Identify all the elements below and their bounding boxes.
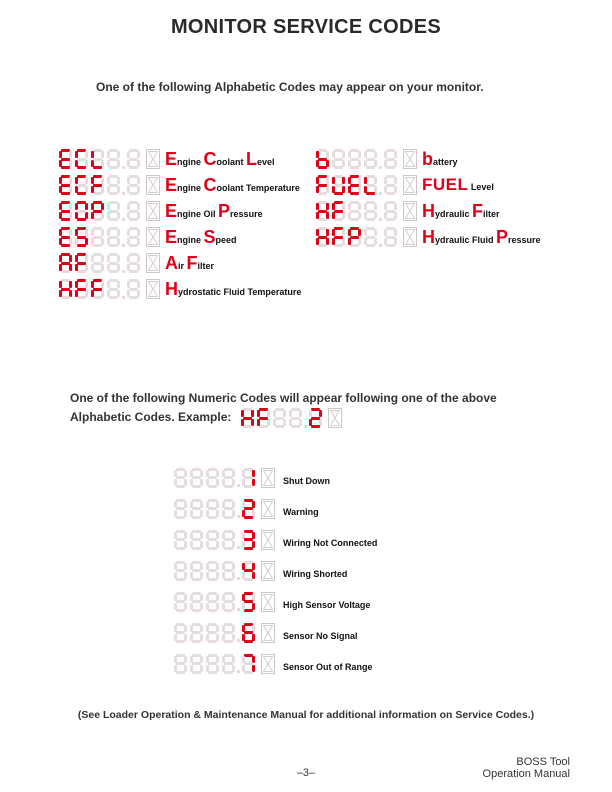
- numeric-code-row: [174, 462, 377, 493]
- blank-digit: [206, 499, 219, 519]
- lit-digit: [348, 175, 361, 195]
- label-part: S: [203, 226, 216, 247]
- alpha-codes-left-column: [59, 146, 301, 302]
- alpha-codes-intro: One of the following Alphabetic Codes may appear on your monitor.: [96, 80, 484, 94]
- numeric-codes-list: [174, 462, 377, 679]
- lit-digit: [75, 227, 88, 247]
- blank-digit: [364, 201, 377, 221]
- lit-digit: [332, 175, 345, 195]
- hourglass-icon: [261, 468, 275, 488]
- label-part: P: [218, 200, 231, 221]
- blank-digit: [206, 654, 219, 674]
- label-part: ir: [178, 260, 187, 271]
- blank-digit: [107, 279, 120, 299]
- blank-digit: [384, 149, 397, 169]
- lit-digit: [59, 227, 72, 247]
- blank-digit: [206, 561, 219, 581]
- label-part: FUEL: [422, 175, 469, 194]
- lit-digit: [242, 623, 255, 643]
- label-part: P: [496, 226, 509, 247]
- numeric-intro-text: One of the following Numeric Codes will appear following one of the above Alphabetic Codes. Example:: [70, 391, 497, 425]
- label-part: A: [165, 252, 178, 273]
- lit-digit: [242, 592, 255, 612]
- numeric-code-row: [174, 524, 377, 555]
- decimal-point: [122, 270, 125, 273]
- decimal-point: [122, 296, 125, 299]
- numeric-codes-intro: [70, 390, 540, 429]
- blank-digit: [190, 654, 203, 674]
- segment-display: [316, 226, 417, 248]
- alpha-code-row: [316, 198, 541, 224]
- alpha-code-label: [422, 228, 541, 247]
- segment-display: [174, 560, 275, 582]
- blank-digit: [384, 175, 397, 195]
- lit-digit: [75, 201, 88, 221]
- label-part: Level: [468, 182, 494, 192]
- segment-display: [174, 653, 275, 675]
- blank-digit: [190, 561, 203, 581]
- numeric-code-label: Warning: [283, 506, 319, 517]
- alpha-code-label: [165, 228, 237, 247]
- segment-display: [59, 174, 160, 196]
- lit-digit: [309, 408, 322, 428]
- lit-digit: [59, 253, 72, 273]
- decimal-point: [237, 546, 240, 549]
- lit-digit: [242, 561, 255, 581]
- lit-digit: [316, 149, 329, 169]
- page-title: MONITOR SERVICE CODES: [170, 16, 442, 38]
- alpha-code-row: [59, 198, 301, 224]
- blank-digit: [222, 468, 235, 488]
- numeric-code-label: Wiring Not Connected: [283, 537, 378, 548]
- label-part: ngine: [177, 156, 204, 167]
- decimal-point: [237, 639, 240, 642]
- label-part: ressure: [508, 234, 541, 245]
- blank-digit: [206, 468, 219, 488]
- label-part: H: [422, 226, 435, 247]
- lit-digit: [242, 499, 255, 519]
- blank-digit: [174, 530, 187, 550]
- segment-display: [59, 226, 160, 248]
- see-also-note: (See Loader Operation & Maintenance Manual for additional information on Service Codes.): [77, 709, 535, 721]
- label-part: L: [246, 148, 258, 169]
- alpha-codes-right-column: [316, 146, 541, 250]
- segment-display: [174, 498, 275, 520]
- blank-digit: [190, 530, 203, 550]
- blank-digit: [127, 201, 140, 221]
- lit-digit: [364, 175, 377, 195]
- blank-digit: [222, 530, 235, 550]
- blank-digit: [384, 201, 397, 221]
- decimal-point: [379, 166, 382, 169]
- blank-digit: [273, 408, 286, 428]
- blank-digit: [289, 408, 302, 428]
- label-part: oolant Temperature: [216, 182, 300, 193]
- blank-digit: [127, 253, 140, 273]
- label-part: ydraulic Fluid: [435, 234, 497, 245]
- alpha-code-row: [59, 276, 301, 302]
- blank-digit: [222, 592, 235, 612]
- hourglass-icon: [146, 227, 160, 247]
- alpha-code-row: [316, 172, 541, 198]
- alpha-code-label: [165, 150, 275, 169]
- footer: [483, 756, 570, 780]
- hourglass-icon: [403, 201, 417, 221]
- alpha-code-label: [422, 176, 494, 194]
- label-part: ilter: [197, 260, 215, 271]
- hourglass-icon: [403, 227, 417, 247]
- decimal-point: [379, 192, 382, 195]
- label-part: ressure: [230, 208, 263, 219]
- label-part: ilter: [483, 208, 500, 219]
- alpha-code-row: [316, 146, 541, 172]
- alpha-code-label: [165, 176, 300, 195]
- segment-display: [59, 252, 160, 274]
- label-part: ngine: [177, 234, 204, 245]
- blank-digit: [107, 227, 120, 247]
- lit-digit: [75, 253, 88, 273]
- lit-digit: [59, 149, 72, 169]
- blank-digit: [190, 592, 203, 612]
- footer-line-1: BOSS Tool: [516, 756, 570, 768]
- lit-digit: [59, 175, 72, 195]
- blank-digit: [206, 530, 219, 550]
- numeric-code-row: [174, 617, 377, 648]
- blank-digit: [107, 253, 120, 273]
- label-part: E: [165, 148, 178, 169]
- blank-digit: [222, 499, 235, 519]
- decimal-point: [237, 515, 240, 518]
- page-number: –3–: [296, 767, 316, 779]
- label-part: evel: [257, 156, 275, 167]
- hourglass-icon: [261, 623, 275, 643]
- blank-digit: [222, 561, 235, 581]
- blank-digit: [206, 623, 219, 643]
- label-part: ngine: [177, 182, 204, 193]
- example-code-display: [241, 407, 342, 429]
- segment-display: [241, 407, 342, 429]
- segment-display: [59, 278, 160, 300]
- blank-digit: [91, 253, 104, 273]
- decimal-point: [122, 166, 125, 169]
- label-part: ydrostatic Fluid Temperature: [178, 286, 302, 297]
- blank-digit: [174, 499, 187, 519]
- decimal-point: [122, 244, 125, 247]
- lit-digit: [316, 201, 329, 221]
- lit-digit: [242, 468, 255, 488]
- lit-digit: [75, 279, 88, 299]
- hourglass-icon: [146, 201, 160, 221]
- blank-digit: [348, 149, 361, 169]
- hourglass-icon: [403, 175, 417, 195]
- numeric-code-row: [174, 586, 377, 617]
- lit-digit: [332, 201, 345, 221]
- segment-display: [174, 622, 275, 644]
- label-part: E: [165, 200, 178, 221]
- lit-digit: [59, 201, 72, 221]
- lit-digit: [59, 279, 72, 299]
- blank-digit: [206, 592, 219, 612]
- lit-digit: [257, 408, 270, 428]
- blank-digit: [384, 227, 397, 247]
- blank-digit: [364, 227, 377, 247]
- blank-digit: [174, 468, 187, 488]
- hourglass-icon: [261, 654, 275, 674]
- lit-digit: [91, 175, 104, 195]
- label-part: ydraulic: [435, 208, 473, 219]
- blank-digit: [174, 654, 187, 674]
- blank-digit: [174, 592, 187, 612]
- hourglass-icon: [146, 175, 160, 195]
- decimal-point: [379, 244, 382, 247]
- lit-digit: [241, 408, 254, 428]
- label-part: E: [165, 226, 178, 247]
- blank-digit: [222, 623, 235, 643]
- lit-digit: [91, 149, 104, 169]
- blank-digit: [127, 149, 140, 169]
- alpha-code-label: [165, 202, 263, 221]
- label-part: E: [165, 174, 178, 195]
- label-part: C: [203, 148, 217, 169]
- lit-digit: [316, 227, 329, 247]
- blank-digit: [107, 149, 120, 169]
- numeric-code-row: [174, 648, 377, 679]
- label-part: H: [422, 200, 435, 221]
- blank-digit: [127, 175, 140, 195]
- lit-digit: [75, 175, 88, 195]
- hourglass-icon: [261, 561, 275, 581]
- segment-display: [59, 200, 160, 222]
- alpha-code-row: [59, 224, 301, 250]
- blank-digit: [364, 149, 377, 169]
- segment-display: [59, 148, 160, 170]
- blank-digit: [107, 175, 120, 195]
- segment-display: [316, 148, 417, 170]
- blank-digit: [127, 279, 140, 299]
- blank-digit: [190, 468, 203, 488]
- label-part: F: [186, 252, 198, 273]
- lit-digit: [332, 227, 345, 247]
- blank-digit: [332, 149, 345, 169]
- lit-digit: [91, 279, 104, 299]
- label-part: peed: [215, 234, 237, 245]
- segment-display: [174, 591, 275, 613]
- blank-digit: [174, 561, 187, 581]
- label-part: b: [422, 148, 433, 169]
- hourglass-icon: [146, 253, 160, 273]
- blank-digit: [107, 201, 120, 221]
- hourglass-icon: [403, 149, 417, 169]
- hourglass-icon: [146, 279, 160, 299]
- segment-display: [316, 174, 417, 196]
- blank-digit: [91, 227, 104, 247]
- segment-display: [174, 529, 275, 551]
- decimal-point: [122, 192, 125, 195]
- alpha-code-row: [316, 224, 541, 250]
- alpha-code-row: [59, 172, 301, 198]
- segment-display: [174, 467, 275, 489]
- hourglass-icon: [261, 530, 275, 550]
- numeric-code-label: Shut Down: [283, 475, 330, 486]
- decimal-point: [122, 218, 125, 221]
- decimal-point: [379, 218, 382, 221]
- lit-digit: [91, 201, 104, 221]
- label-part: oolant: [216, 156, 247, 167]
- lit-digit: [75, 149, 88, 169]
- numeric-code-label: Wiring Shorted: [283, 568, 348, 579]
- hourglass-icon: [261, 592, 275, 612]
- numeric-code-label: High Sensor Voltage: [283, 599, 371, 610]
- numeric-code-row: [174, 555, 377, 586]
- decimal-point: [237, 670, 240, 673]
- numeric-code-label: Sensor No Signal: [283, 630, 358, 641]
- alpha-code-row: [59, 146, 301, 172]
- blank-digit: [127, 227, 140, 247]
- blank-digit: [348, 201, 361, 221]
- decimal-point: [237, 608, 240, 611]
- alpha-code-label: [165, 254, 214, 273]
- label-part: F: [472, 200, 484, 221]
- lit-digit: [242, 530, 255, 550]
- segment-display: [316, 200, 417, 222]
- hourglass-icon: [261, 499, 275, 519]
- decimal-point: [304, 425, 307, 428]
- alpha-code-label: [422, 150, 458, 169]
- alpha-code-row: [59, 250, 301, 276]
- blank-digit: [174, 623, 187, 643]
- numeric-code-row: [174, 493, 377, 524]
- lit-digit: [242, 654, 255, 674]
- alpha-code-label: [165, 280, 301, 299]
- alpha-code-label: [422, 202, 500, 221]
- decimal-point: [237, 577, 240, 580]
- blank-digit: [190, 499, 203, 519]
- decimal-point: [237, 484, 240, 487]
- label-part: attery: [433, 156, 458, 167]
- blank-digit: [222, 654, 235, 674]
- hourglass-icon: [146, 149, 160, 169]
- lit-digit: [348, 227, 361, 247]
- numeric-code-label: Sensor Out of Range: [283, 661, 373, 672]
- hourglass-icon: [328, 408, 342, 428]
- footer-line-2: Operation Manual: [482, 768, 570, 780]
- label-part: C: [203, 174, 217, 195]
- lit-digit: [316, 175, 329, 195]
- label-part: ngine Oil: [177, 208, 219, 219]
- label-part: H: [165, 278, 178, 299]
- blank-digit: [190, 623, 203, 643]
